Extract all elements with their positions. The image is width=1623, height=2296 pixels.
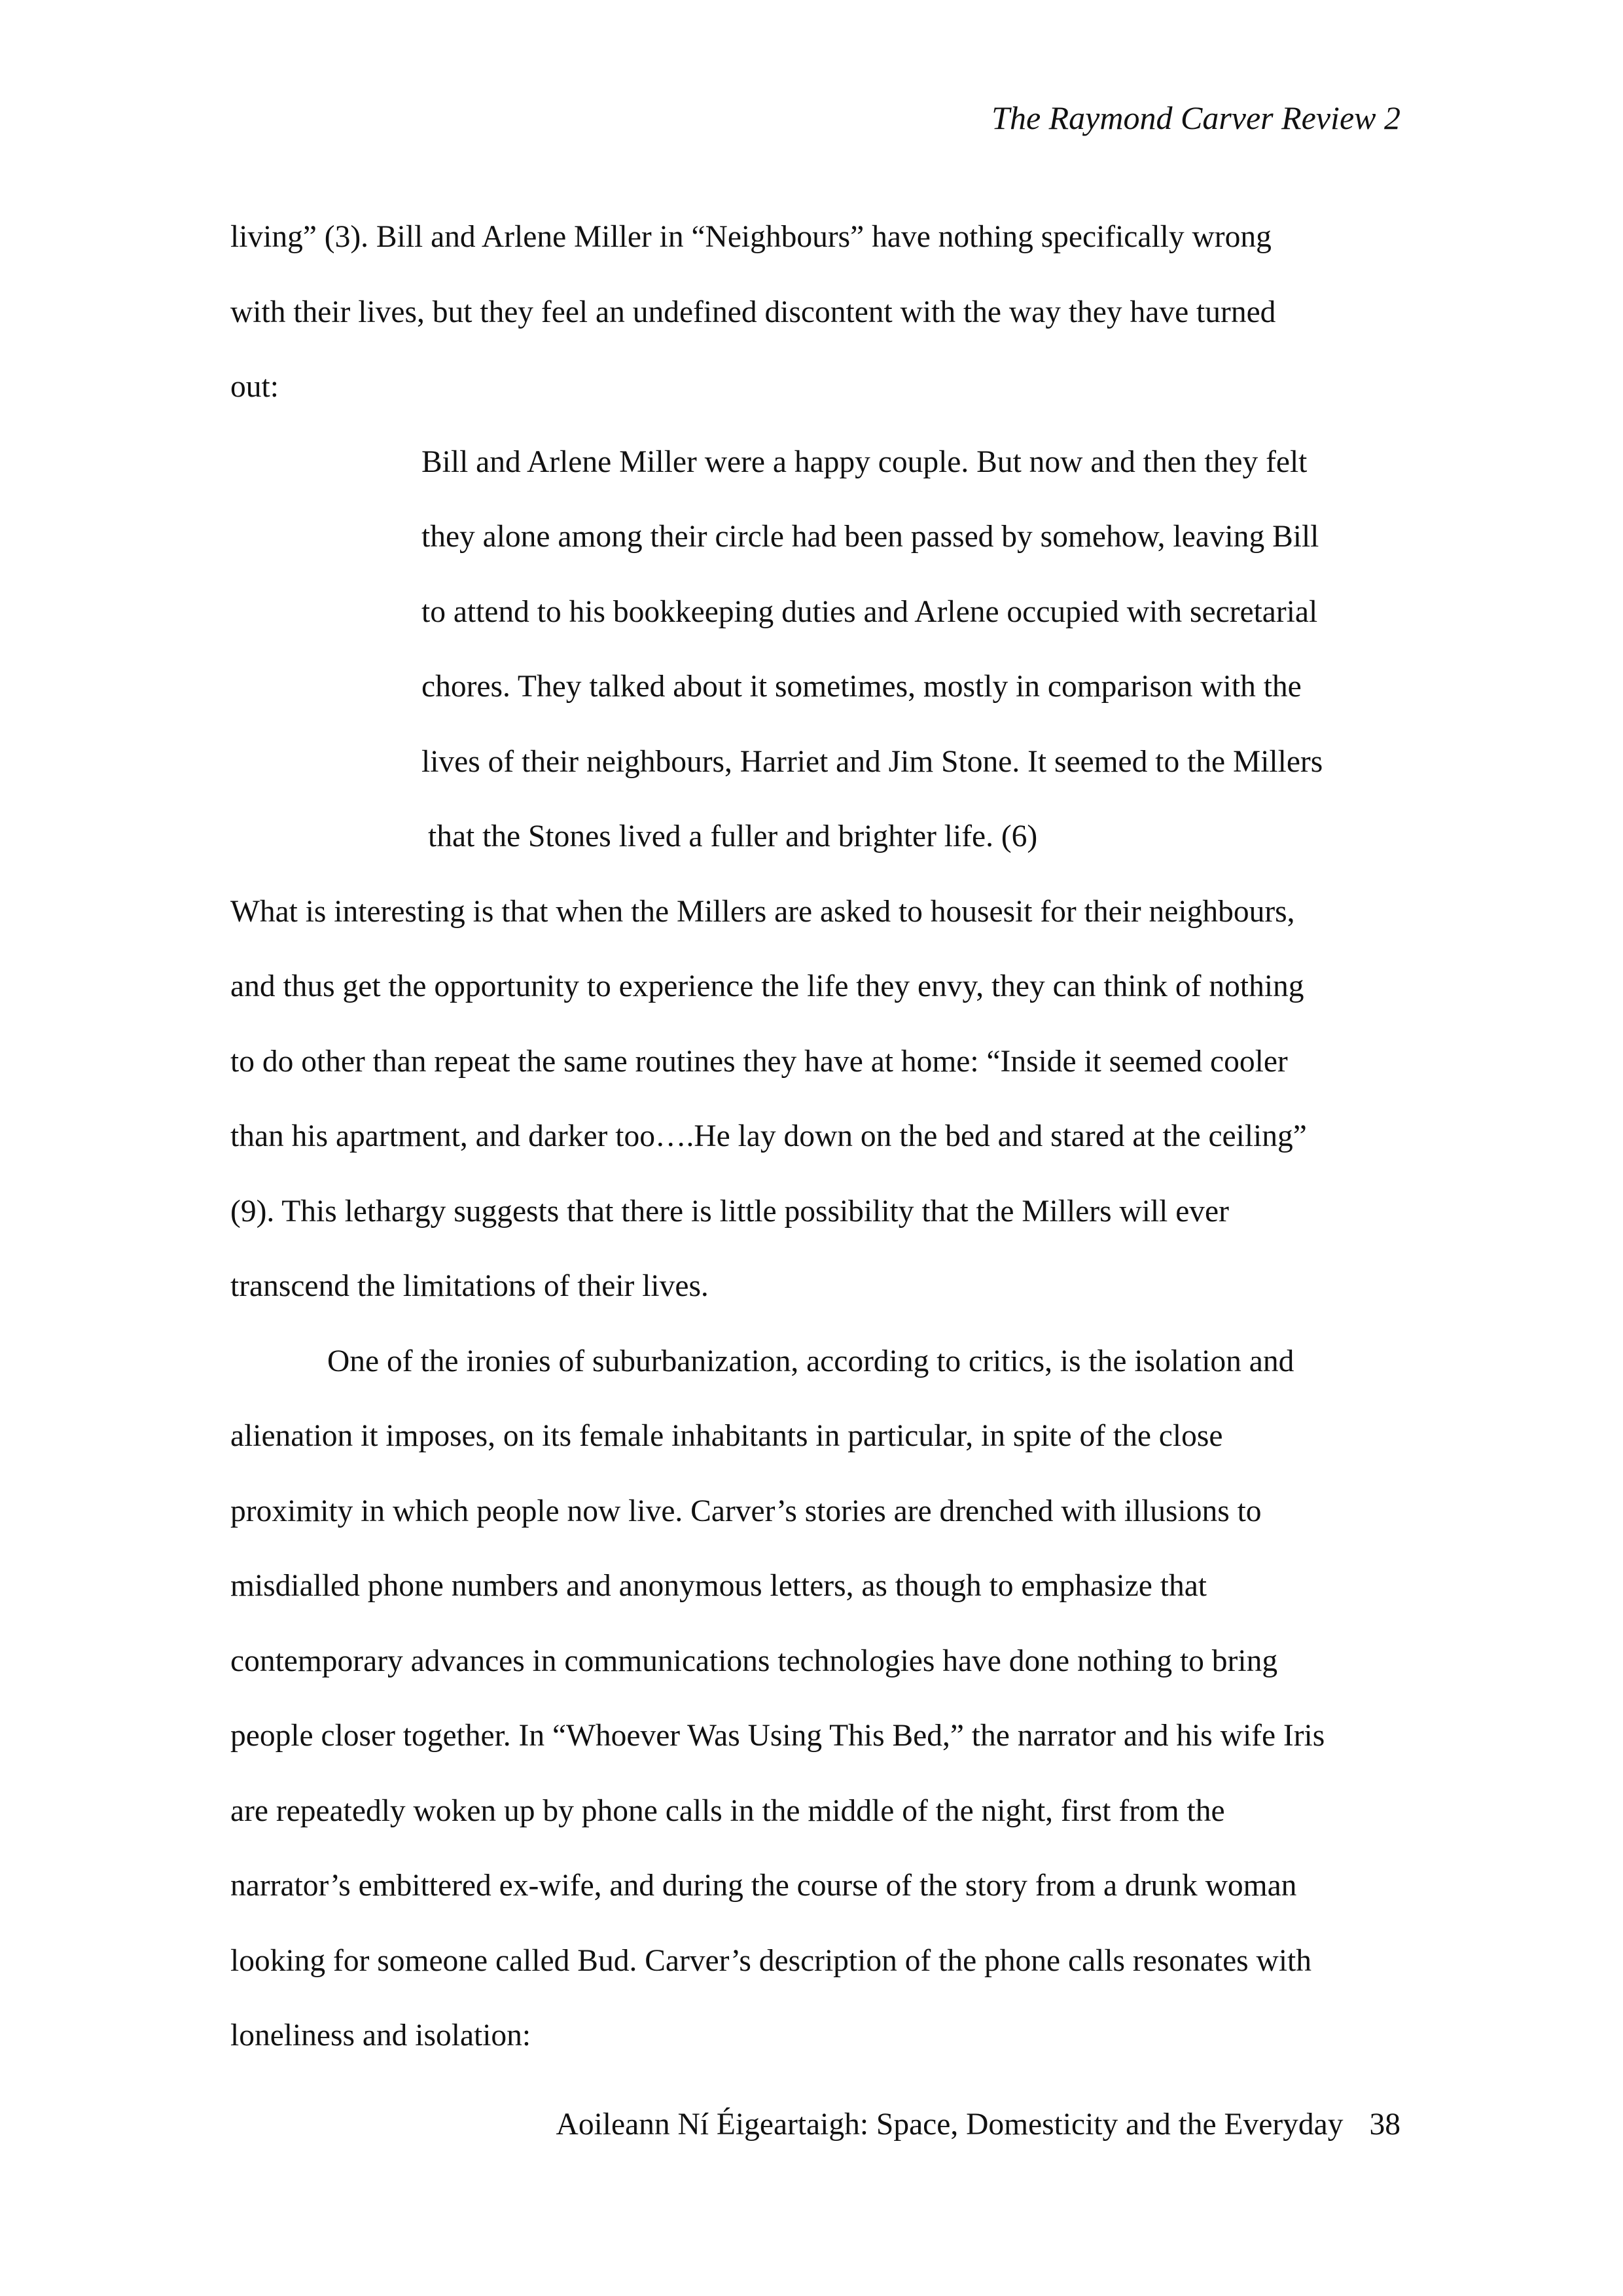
quote-line: to attend to his bookkeeping duties and Arlene occupied with secretarial [421,594,1318,629]
text-line: transcend the limitations of their lives. [230,1269,709,1303]
text-line: with their lives, but they feel an undefined discontent with the way they have turned [230,295,1276,329]
text-line: and thus get the opportunity to experience the life they envy, they can think of nothing [230,969,1304,1003]
article-body [230,200,1408,2073]
text-line: out: [230,370,279,404]
quote-line: lives of their neighbours, Harriet and Jim Stone. It seemed to the Millers [421,744,1323,779]
text-line: looking for someone called Bud. Carver’s description of the phone calls resonates with [230,1943,1311,1978]
quote-line: chores. They talked about it sometimes, mostly in comparison with the [421,670,1302,704]
page-footer [556,2098,1400,2151]
paragraph-after-quote [230,874,1408,1324]
text-line: people closer together. In “Whoever Was Using This Bed,” the narrator and his wife Iris [230,1719,1325,1753]
quote-line: they alone among their circle had been passed by somehow, leaving Bill [421,520,1319,554]
text-line: (9). This lethargy suggests that there is little possibility that the Millers will ever [230,1194,1229,1229]
text-line: living” (3). Bill and Arlene Miller in “Neighbours” have nothing specifically wrong [230,220,1272,254]
page-number: 38 [1369,2108,1400,2142]
text-line: narrator’s embittered ex-wife, and during the course of the story from a drunk woman [230,1869,1297,1903]
block-quote [230,425,1408,874]
text-line: loneliness and isolation: [230,2018,531,2053]
text-line: to do other than repeat the same routines they have at home: “Inside it seemed cooler [230,1044,1288,1079]
text-line: contemporary advances in communications technologies have done nothing to bring [230,1643,1278,1678]
text-line: proximity in which people now live. Carver’s stories are drenched with illusions to [230,1494,1262,1528]
running-head: The Raymond Carver Review 2 [991,99,1400,136]
text-line: alienation it imposes, on its female inhabitants in particular, in spite of the close [230,1419,1223,1453]
quote-line: that the Stones lived a fuller and brighter life. (6) [428,819,1038,853]
footer-author-title: Aoileann Ní Éigeartaigh: Space, Domesticity and the Everyday [556,2108,1344,2142]
paragraph-suburbanization [230,1324,1408,2073]
text-line: than his apartment, and darker too….He lay down on the bed and stared at the ceiling” [230,1119,1307,1153]
paragraph-continued [230,200,1408,425]
text-line: misdialled phone numbers and anonymous letters, as though to emphasize that [230,1569,1207,1603]
text-line: One of the ironies of suburbanization, according to critics, is the isolation and [327,1344,1294,1378]
text-line: are repeatedly woken up by phone calls in the middle of the night, first from the [230,1793,1225,1828]
quote-line: Bill and Arlene Miller were a happy couple. But now and then they felt [421,444,1308,479]
text-line: What is interesting is that when the Millers are asked to housesit for their neighbours, [230,894,1295,929]
